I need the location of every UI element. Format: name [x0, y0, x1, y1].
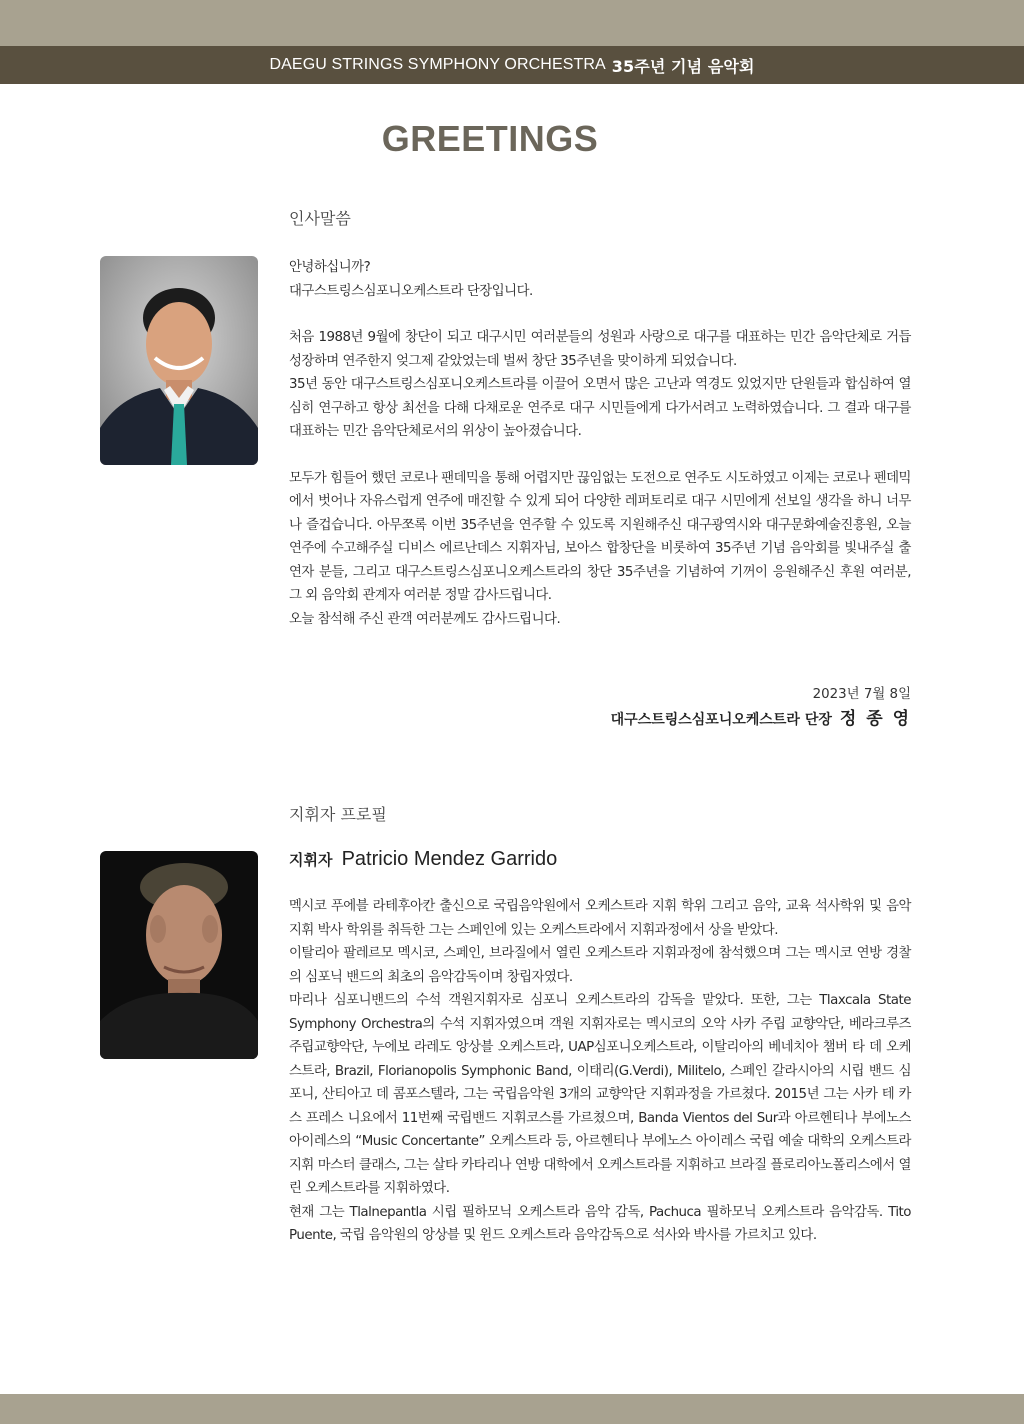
- director-photo: [100, 256, 258, 465]
- conductor-name-line: [289, 848, 557, 871]
- signature-line: [289, 706, 911, 733]
- greeting-heading: 인사말씀: [289, 209, 351, 228]
- bottom-decorative-band: [0, 1394, 1024, 1424]
- greeting-body: [289, 256, 911, 631]
- top-decorative-band: [0, 0, 1024, 46]
- conductor-paragraph: 현재 그는 Tlalnepantla 시립 필하모닉 오케스트라 음악 감독, Pachuca 필하모닉 오케스트라 음악감독. Tito Puente, 국립 음악원의 앙상블 및 윈드 오케스트라 음악감독으로 석사와 박사를 가르치고 있다.: [289, 1204, 911, 1243]
- conductor-paragraph: 마리나 심포니밴드의 수석 객원지휘자로 심포니 오케스트라의 감독을 맡았다. 또한, 그는 Tlaxcala State Symphony Orchestra의 수석 지휘자였으며 객원 지휘자로는 멕시코의 오악 사카 주립 교향악단, 베라크루즈 주립교향악단, 누에보 라레도 앙상블 오케스트라, UAP심포니오케스트라, 이탈리아의 베네치아 챔버 타 데 오케스트라, Brazil, Florianopolis Symphonic Band, 이태리(G.Verdi), Militelo, 스페인 갈라시아의 시립 밴드 심포니, 산티아고 데 콤포스텔라, 그는 국립음악원 3개의 교향악단 지휘과정을 가르쳤다. 2015년 그는 사카 테 카스 프레스 니요에서 11번째 국립밴드 지휘코스를 가르쳤으며, Banda Vientos del Sur과 아르헨티나 부에노스 아이레스의 “Music Concertante” 오케스트라 등, 아르헨티나 부에노스 아이레스 국립 예술 대학의 오케스트라 지휘 마스터 클래스, 그는 살타 카타리나 연방 대학에서 오케스트라를 지휘하고 브라질 플로리아노폴리스에서 열린 오케스트라를 지휘하였다.: [289, 993, 911, 1196]
- greeting-paragraph: 오늘 참석해 주신 관객 여러분께도 감사드립니다.: [289, 611, 561, 627]
- conductor-label: 지휘자: [289, 851, 333, 869]
- greeting-paragraph: 처음 1988년 9월에 창단이 되고 대구시민 여러분들의 성원과 사랑으로 대구를 대표하는 민간 음악단체로 거듭 성장하며 연주한지 엊그제 같았었는데 벌써 창단 35주년을 맞이하게 되었습니다.: [289, 330, 911, 369]
- event-title: 35주년 기념 음악회: [611, 56, 755, 76]
- orchestra-name: DAEGU STRINGS SYMPHONY ORCHESTRA: [269, 56, 606, 73]
- signature-block: [289, 684, 911, 733]
- conductor-heading: 지휘자 프로필: [289, 805, 387, 824]
- greeting-paragraph: 모두가 힘들어 했던 코로나 팬데믹을 통해 어렵지만 끊임없는 도전으로 연주도 시도하였고 이제는 코로나 펜데믹에서 벗어나 자유스럽게 연주에 매진할 수 있게 되어 다양한 레퍼토리로 대구 시민에게 선보일 생각을 하니 너무나 즐겁습니다. 아무쪼록 이번 35주년을 연주할 수 있도록 지원해주신 대구광역시와 대구문화예술진흥원, 오늘 연주에 수고해주실 디비스 에르난데스 지휘자님, 보아스 합창단을 비롯하여 35주년 기념 음악회를 빛내주실 출연자 분들, 그리고 대구스트링스심포니오케스트라의 창단 35주년을 기념하여 기꺼이 응원해주신 후원 여러분, 그 외 음악회 관계자 여러분 정말 감사드립니다.: [289, 470, 911, 603]
- signature-name: 정 종 영: [839, 709, 911, 729]
- greeting-paragraph: 대구스트링스심포니오케스트라 단장입니다.: [289, 283, 533, 299]
- conductor-body: [289, 895, 911, 1248]
- conductor-paragraph: 이탈리아 팔레르모 멕시코, 스페인, 브라질에서 열린 오케스트라 지휘과정에 참석했으며 그는 멕시코 연방 경찰의 심포닉 밴드의 최초의 음악감독이며 창립자였다.: [289, 946, 911, 985]
- header-bar: [0, 46, 1024, 84]
- greeting-paragraph: 안녕하십니까?: [289, 260, 371, 275]
- signature-title: 대구스트링스심포니오케스트라 단장: [610, 712, 832, 728]
- conductor-photo: [100, 851, 258, 1059]
- conductor-paragraph: 멕시코 푸에블 라테후아칸 출신으로 국립음악원에서 오케스트라 지휘 학위 그리고 음악, 교육 석사학위 및 음악 지휘 박사 학위를 취득한 그는 스페인에 있는 오케스트라에서 지휘과정에서 상을 받았다.: [289, 899, 911, 938]
- signature-date: 2023년 7월 8일: [812, 687, 911, 702]
- greeting-paragraph: 35년 동안 대구스트링스심포니오케스트라를 이끌어 오면서 많은 고난과 역경도 있었지만 단원들과 합심하여 열심히 연구하고 항상 최선을 다해 다채로운 연주로 대구 시민들에게 다가서려고 노력하였습니다. 그 결과 대구를 대표하는 민간 음악단체로서의 위상이 높아졌습니다.: [289, 377, 911, 439]
- conductor-name: Patricio Mendez Garrido: [341, 848, 558, 870]
- page-title: GREETINGS: [381, 118, 599, 159]
